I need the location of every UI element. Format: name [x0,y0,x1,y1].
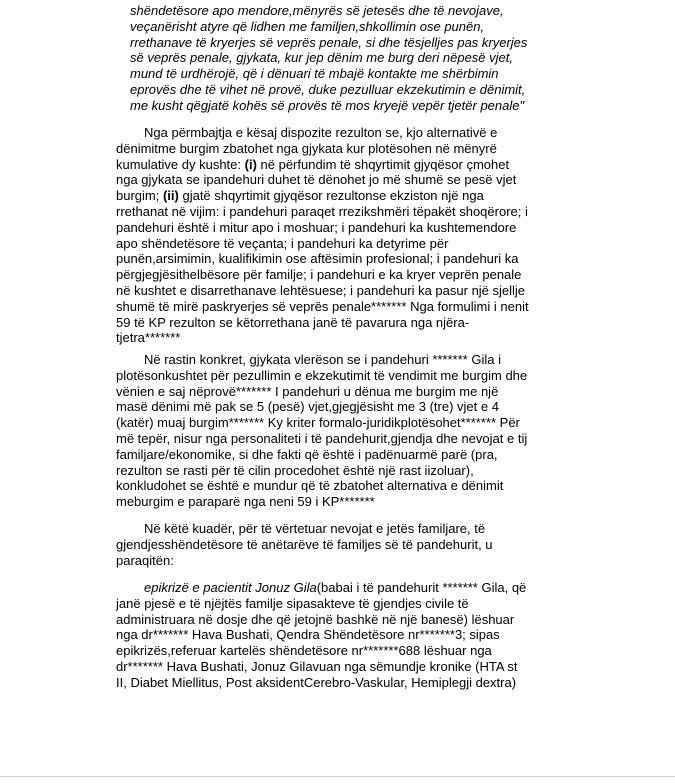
text-line: dënimitme burgim zbatohet nga gjykata kur plotësohen në mënyrë [116,140,497,156]
text-line: Në rastin konkret, gjykata vlerëson se i pandehuri ******* Gila i [144,352,501,367]
text-line: nga dr******* Hava Bushati, Qendra Shëndetësore nr*******3; sipas [116,627,500,643]
text-line: Në këtë kuadër, për të vërtetuar nevojat e jetës familjare, të [144,521,486,536]
text-line: shumë të mirë paskryerjes së veprës penale******* Nga formulimi i nenit [116,298,529,314]
paragraph-conditions [116,125,576,346]
text-line: gjendjesshëndetësore të anëtarëve të familjes së të pandehurit, u [116,536,493,552]
text-line: Nga përmbajtja e kësaj dispozite rezulton se, kjo alternativë e [144,125,498,140]
text-line: masë dënimi më pak se 5 (pesë) vjet,gjegjësisht me 3 (tre) vjet e 4 [116,399,499,415]
text-line: 59 të KP rezulton se këtorrethana janë të pavarura nga njëra- [116,314,470,330]
quote-line: rrethanave të kryerjes së veprës penale, si dhe tësjelljes pas kryerjes [130,34,528,50]
text-line: janë pjesë e të njëjtës familje sipasakteve të gjendjes civile të [116,595,469,611]
text-line: nga gjykata se ipandehuri duhet të dënohet jo më shumë se pesë vjet [116,172,517,188]
text-line: pandehuri është i mitur apo i moshuar; i pandehuri ka kushtemendore [116,219,517,235]
text-line: paraqitën: [116,552,174,568]
quote-line: me kusht qëgjatë kohës së provës të mos kryejë vepër tjetër penale" [130,97,525,113]
text-line: rrethanat në vijim: i pandehuri paraqet rrezikshmëri tëpakët shoqërore; i [116,203,528,219]
text-line: administruara në dosje dhe që jetojnë bashkë në një banesë) lëshuar [116,611,515,627]
text-line: më tepër, nisur nga personaliteti i të pandehurit,gjendja dhe nevojat e tij [116,430,528,446]
condition-marker-i: (i) [244,156,257,172]
text-line: konkludohet se është e mundur që të zbatohet alternativa e dënimit [116,478,504,494]
text-fragment: gjatë shqyrtimit gjyqësor rezultonse ekziston një nga [178,188,484,204]
text-line: epikrizës,referuar kartelës shëndetësore nr*******688 lëshuar nga [116,643,492,659]
quote-line: mund të urdhërojë, që i dënuari të mbajë kontakte me shërbimin [130,66,499,82]
text-line: rezulton se rasti për të cilin procedohet është një rast iizoluar), [116,462,474,478]
quote-line: së veprës penale, gjykata, kur jep dënim me burg deri nëpesë vjet, [130,50,513,66]
text-line: apo shëndetësore të veçanta; i pandehuri ka detyrime për [116,235,449,251]
text-line: në kushtet e disarrethanave lehtësuese; i pandehuri ka pasur një sjellje [116,282,526,298]
text-line: dr******* Hava Bushati, Jonuz Gilavuan nga sëmundje kronike (HTA st [116,658,518,674]
quoted-article-text [130,3,560,114]
paragraph-evidence-intro [116,521,576,568]
text-line: punën,arsimimin, kualifikimin ose aftësimin profesional; i pandehuri ka [116,251,519,267]
page-bottom-divider [0,776,675,777]
quote-line: shëndetësore apo mendore,mënyrës së jetesës dhe të nevojave, [130,3,504,18]
text-line: II, Diabet Miellitus, Post aksidentCerebro-Vaskular, Hemiplegji dextra) [116,674,517,690]
text-line [116,188,576,204]
text-line: përgjegjësithelbësore për familje; i pandehuri e ka kryer veprën penale [116,267,522,283]
text-line [116,580,576,596]
text-fragment: burgim; [116,188,163,204]
text-line: familjare/ekonomike, si dhe fakti që është i padënuarmë parë (pra, [116,446,498,462]
text-line: tjetra******* [116,330,181,346]
text-fragment: kumulative dy kushte: [116,156,245,172]
text-fragment: në përfundim të shqyrtimit gjyqësor çmohet [256,156,510,172]
text-line: vënien e saj nëprovë******* I pandehuri u dënua me burgim me një [116,383,499,399]
paragraph-evidence-item [116,580,576,691]
text-line [116,157,576,173]
quote-line: veçanërisht atyre që lidhen me familjen,shkollimin ose punën, [130,18,485,34]
text-fragment: (babai i të pandehurit ******* Gila, që [316,580,527,595]
evidence-title: epikrizë e pacientit Jonuz Gila [144,580,317,595]
quote-line: eprovës dhe të vihet në provë, duke pezulluar ekzekutimin e dënimit, [130,81,526,97]
text-line: plotësonkushtet për pezullimin e ekzekutimit të vendimit me burgim dhe [116,367,528,383]
text-line: meburgim e paraparë nga neni 59 i KP******* [116,494,375,510]
paragraph-assessment [116,352,576,510]
condition-marker-ii: (ii) [162,188,179,204]
text-line: (katër) muaj burgim******* Ky kriter formalo-juridikplotësohet******* Për [116,415,520,431]
